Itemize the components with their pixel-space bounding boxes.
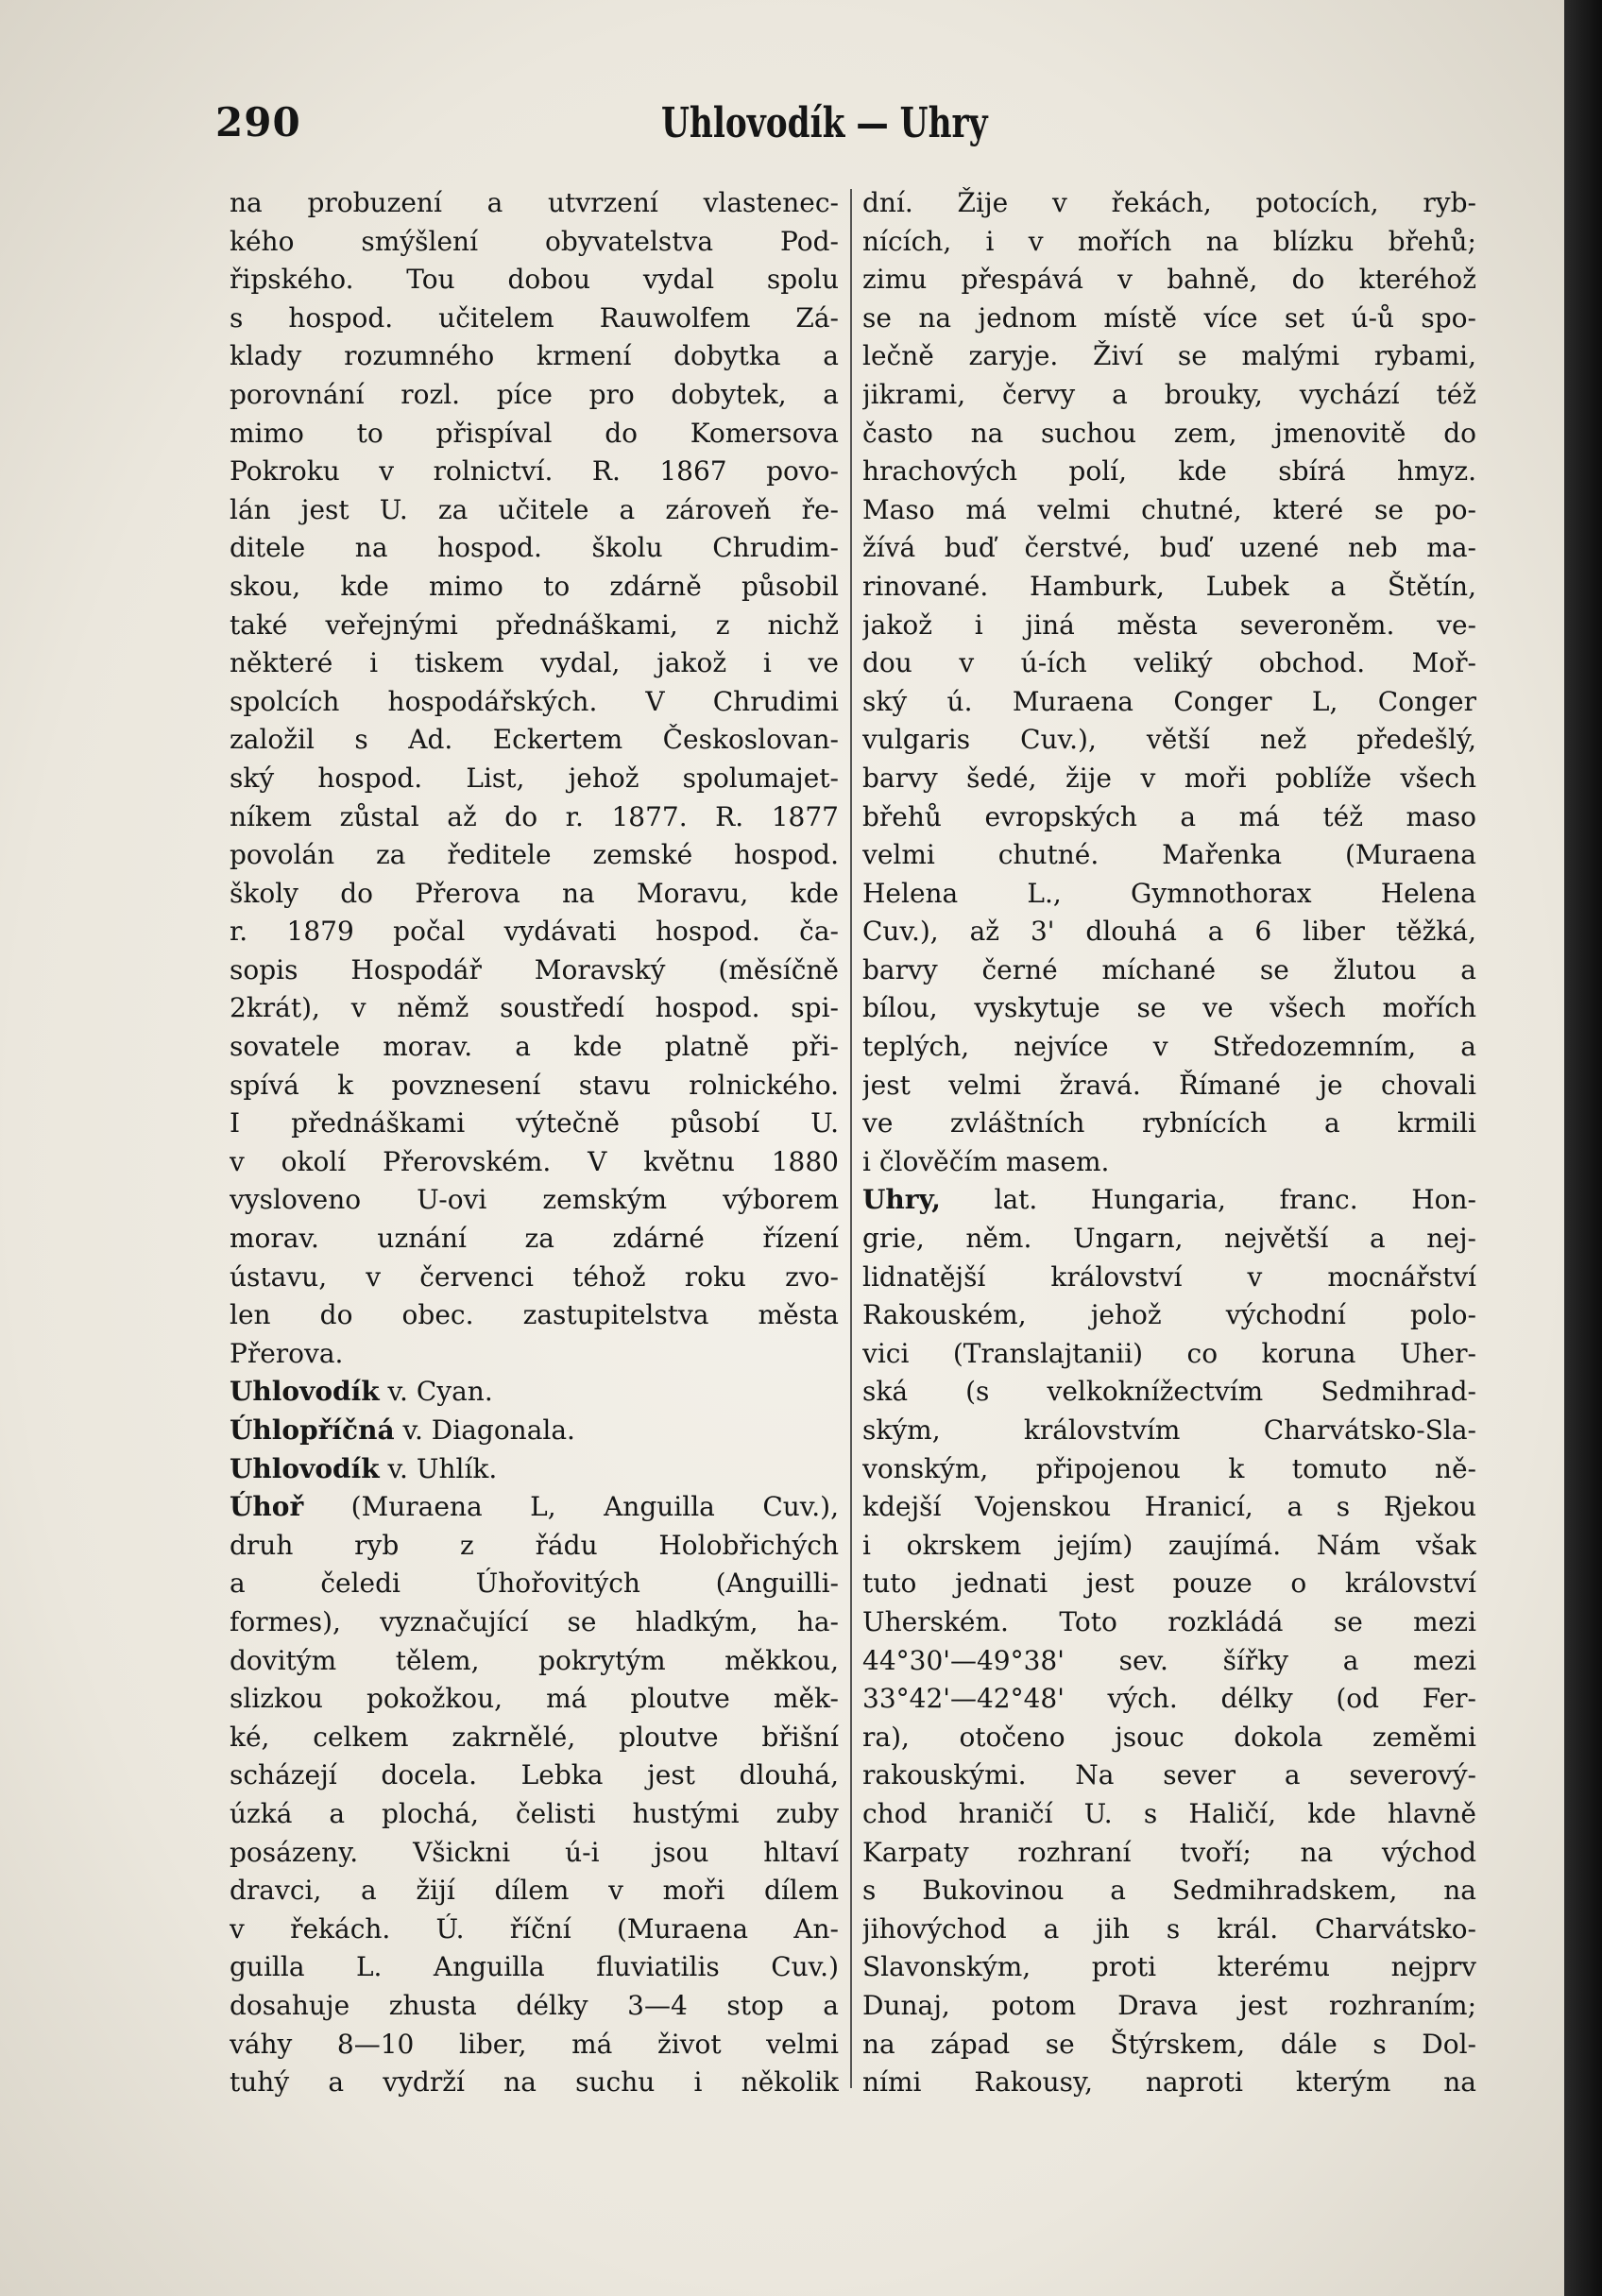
text-line: I přednáškami výtečně působí U.	[230, 1107, 839, 1139]
text-line: sopis Hospodář Moravský (měsíčně	[230, 953, 839, 985]
text-line: morav. uznání za zdárné řízení	[230, 1223, 839, 1255]
text-line: lán jest U. za učitele a zároveň ře-	[230, 493, 839, 525]
text-line: dní. Žije v řekách, potocích, ryb-	[862, 187, 1476, 218]
text-line: scházejí docela. Lebka jest dlouhá,	[230, 1759, 839, 1791]
text-line: jest velmi žravá. Římané je chovali	[862, 1069, 1476, 1101]
running-head: Uhlovodík — Uhry	[661, 99, 988, 147]
text-line: Slavonským, proti kterému nejprv	[862, 1951, 1476, 1983]
text-line: mimo to přispíval do Komersova	[230, 417, 839, 449]
text-line: školy do Přerova na Moravu, kde	[230, 877, 839, 909]
text-line: Cuv.), až 3' dlouhá a 6 liber těžká,	[862, 916, 1476, 948]
text-line: vysloveno U-ovi zemským výborem	[230, 1184, 839, 1216]
text-line: tuto jednati jest pouze o království	[862, 1568, 1476, 1600]
text-line: jakož i jiná města severoněm. ve-	[862, 608, 1476, 641]
text-line: ústavu, v červenci téhož roku zvo-	[230, 1260, 839, 1293]
scan-edge	[1564, 0, 1602, 2296]
text-line: břehů evropských a má též maso	[862, 800, 1476, 832]
text-line: Úhlopříčná v. Diagonala.	[230, 1414, 575, 1446]
text-line: sovatele morav. a kde platně při-	[230, 1031, 839, 1063]
text-line: Uhlovodík v. Uhlík.	[230, 1452, 498, 1484]
text-line: nících, i v mořích na blízku břehů;	[862, 225, 1476, 257]
text-line: 33°42'—42°48' vých. délky (od Fer-	[862, 1683, 1476, 1715]
entry-headword: Uhlovodík	[230, 1376, 380, 1408]
text-line: jikrami, červy a brouky, vychází též	[862, 378, 1476, 410]
text-line: řipského. Tou dobou vydal spolu	[230, 264, 839, 296]
text-line: posázeny. Všickni ú-i jsou hltaví	[230, 1836, 839, 1868]
text-line: kého smýšlení obyvatelstva Pod-	[230, 225, 839, 257]
text-line: lečně zaryje. Živí se malými rybami,	[862, 340, 1476, 372]
text-line: spívá k povznesení stavu rolnického.	[230, 1069, 839, 1101]
text-line: skou, kde mimo to zdárně působil	[230, 570, 839, 602]
text-line: s Bukovinou a Sedmihradskem, na	[862, 1875, 1476, 1907]
text-line: žívá buď čerstvé, buď uzené neb ma-	[862, 532, 1476, 564]
text-line: Pokroku v rolnictví. R. 1867 povo-	[230, 455, 839, 488]
text-line: ve zvláštních rybnících a krmili	[862, 1107, 1476, 1139]
text-line: klady rozumného krmení dobytka a	[230, 340, 839, 372]
text-line: r. 1879 počal vydávati hospod. ča-	[230, 916, 839, 948]
text-line: lidnatější království v mocnářství	[862, 1260, 1476, 1293]
text-line: na západ se Štýrskem, dále s Dol-	[862, 2028, 1476, 2060]
text-line: v řekách. Ú. říční (Muraena An-	[230, 1912, 839, 1945]
text-line: hrachových polí, kde sbírá hmyz.	[862, 455, 1476, 488]
text-line: rinované. Hamburk, Lubek a Štětín,	[862, 570, 1476, 602]
text-line: velmi chutné. Mařenka (Muraena	[862, 839, 1476, 871]
column-divider	[850, 189, 852, 2088]
text-line: ra), otočeno jsouc dokola zeměmi	[862, 1721, 1476, 1753]
text-line: váhy 8—10 liber, má život velmi	[230, 2028, 839, 2060]
entry-headword: Úhoř	[230, 1491, 304, 1523]
text-line: porovnání rozl. píce pro dobytek, a	[230, 378, 839, 410]
text-line: níkem zůstal až do r. 1877. R. 1877	[230, 800, 839, 832]
text-line: Úhoř (Muraena L, Anguilla Cuv.),	[230, 1491, 839, 1523]
text-line: 44°30'—49°38' sev. šířky a mezi	[862, 1644, 1476, 1676]
text-line: bílou, vyskytuje se ve všech mořích	[862, 992, 1476, 1024]
text-line: ké, celkem zakrnělé, ploutve břišní	[230, 1721, 839, 1753]
text-line: ditele na hospod. školu Chrudim-	[230, 532, 839, 564]
text-line: teplých, nejvíce v Středozemním, a	[862, 1031, 1476, 1063]
text-line: Maso má velmi chutné, které se po-	[862, 493, 1476, 525]
text-line: Uherském. Toto rozkládá se mezi	[862, 1605, 1476, 1637]
text-line: dosahuje zhusta délky 3—4 stop a	[230, 1989, 839, 2021]
text-line: také veřejnými přednáškami, z nichž	[230, 608, 839, 641]
text-line: barvy šedé, žije v moři poblíže všech	[862, 762, 1476, 794]
entry-headword: Uhlovodík	[230, 1452, 380, 1484]
text-line: Dunaj, potom Drava jest rozhraním;	[862, 1989, 1476, 2021]
text-line: založil s Ad. Eckertem Českoslovan-	[230, 724, 839, 756]
text-line: tuhý a vydrží na suchu i několik	[230, 2066, 839, 2099]
page-header	[208, 99, 1058, 156]
page-number: 290	[215, 99, 301, 146]
entry-headword: Uhry,	[862, 1184, 941, 1216]
text-line: dou v ú-ích veliký obchod. Moř-	[862, 647, 1476, 679]
text-line: rakouskými. Na sever a severový-	[862, 1759, 1476, 1791]
text-line: a čeledi Úhořovitých (Anguilli-	[230, 1568, 839, 1600]
text-line: povolán za ředitele zemské hospod.	[230, 839, 839, 871]
text-line: druh ryb z řádu Holobřichých	[230, 1529, 839, 1561]
text-line: 2krát), v němž soustředí hospod. spi-	[230, 992, 839, 1024]
text-line: se na jednom místě více set ú-ů spo-	[862, 301, 1476, 334]
text-line: ními Rakousy, naproti kterým na	[862, 2066, 1476, 2099]
text-line: barvy černé míchané se žlutou a	[862, 953, 1476, 985]
text-line: vulgaris Cuv.), větší než předešlý,	[862, 724, 1476, 756]
text-line: úzká a plochá, čelisti hustými zuby	[230, 1797, 839, 1829]
text-line: slizkou pokožkou, má ploutve měk-	[230, 1683, 839, 1715]
text-line: zimu přespává v bahně, do kteréhož	[862, 264, 1476, 296]
text-line: grie, něm. Ungarn, největší a nej-	[862, 1223, 1476, 1255]
text-line: Přerova.	[230, 1337, 344, 1369]
right-column	[862, 184, 1476, 2112]
text-line: Helena L., Gymnothorax Helena	[862, 877, 1476, 909]
text-line: jihovýchod a jih s král. Charvátsko-	[862, 1912, 1476, 1945]
text-line: Uhry, lat. Hungaria, franc. Hon-	[862, 1184, 1476, 1216]
text-line: Uhlovodík v. Cyan.	[230, 1376, 493, 1408]
text-line: i člověčím masem.	[862, 1145, 1110, 1177]
text-line: formes), vyznačující se hladkým, ha-	[230, 1605, 839, 1637]
text-line: kdejší Vojenskou Hranicí, a s Rjekou	[862, 1491, 1476, 1523]
left-column	[230, 184, 839, 2112]
entry-headword: Úhlopříčná	[230, 1414, 395, 1446]
text-line: len do obec. zastupitelstva města	[230, 1299, 839, 1331]
text-line: Rakouském, jehož východní polo-	[862, 1299, 1476, 1331]
text-line: chod hraničí U. s Haličí, kde hlavně	[862, 1797, 1476, 1829]
text-line: ským, královstvím Charvátsko-Sla-	[862, 1414, 1476, 1446]
text-line: vici (Translajtanii) co koruna Uher-	[862, 1337, 1476, 1369]
text-line: spolcích hospodářských. V Chrudimi	[230, 685, 839, 717]
text-line: s hospod. učitelem Rauwolfem Zá-	[230, 301, 839, 334]
text-line: guilla L. Anguilla fluviatilis Cuv.)	[230, 1951, 839, 1983]
text-line: některé i tiskem vydal, jakož i ve	[230, 647, 839, 679]
text-line: v okolí Přerovském. V květnu 1880	[230, 1145, 839, 1177]
text-line: často na suchou zem, jmenovitě do	[862, 417, 1476, 449]
text-line: ská (s velkoknížectvím Sedmihrad-	[862, 1376, 1476, 1408]
text-line: na probuzení a utvrzení vlastenec-	[230, 187, 839, 218]
text-line: i okrskem jejím) zaujímá. Nám však	[862, 1529, 1476, 1561]
text-line: dravci, a žijí dílem v moři dílem	[230, 1875, 839, 1907]
text-line: vonským, připojenou k tomuto ně-	[862, 1452, 1476, 1484]
text-line: Karpaty rozhraní tvoří; na východ	[862, 1836, 1476, 1868]
text-line: dovitým tělem, pokrytým měkkou,	[230, 1644, 839, 1676]
text-line: ský hospod. List, jehož spolumajet-	[230, 762, 839, 794]
text-line: ský ú. Muraena Conger L, Conger	[862, 685, 1476, 717]
